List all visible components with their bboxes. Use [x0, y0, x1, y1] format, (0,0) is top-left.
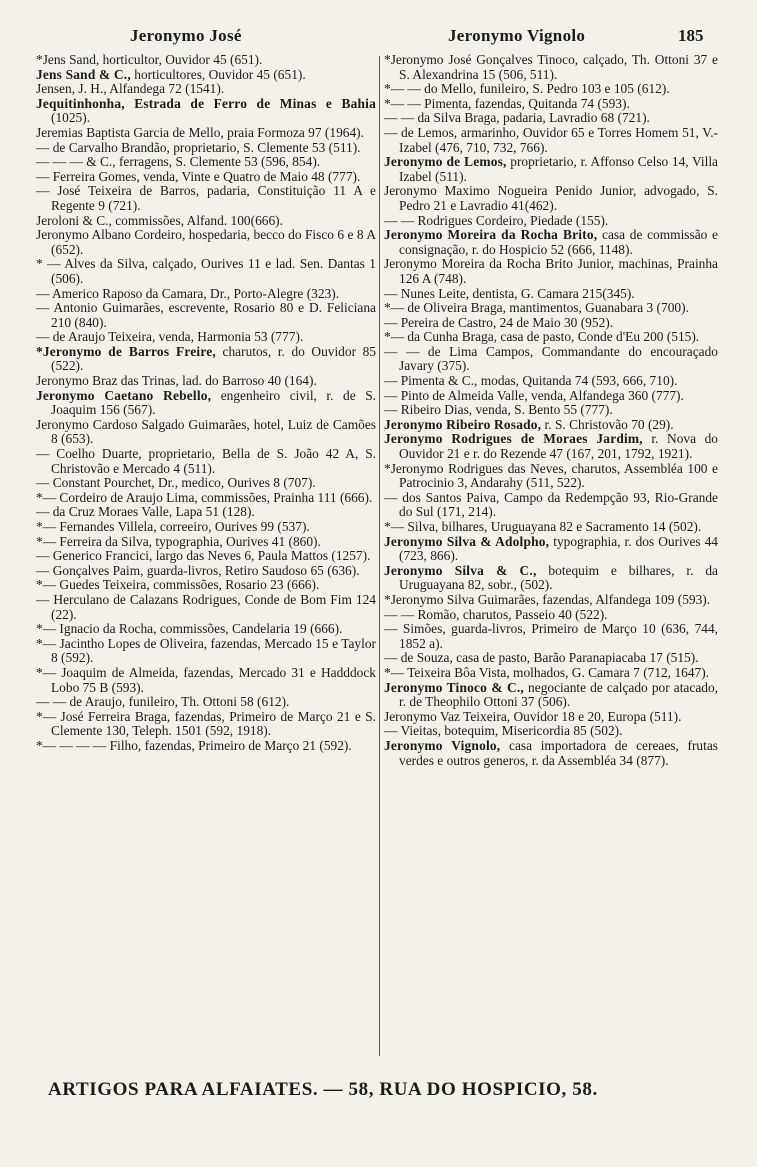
directory-entry — [384, 462, 718, 491]
directory-entry — [384, 330, 718, 345]
header-left-keyword: Jeronymo José — [130, 26, 242, 45]
entry-bold-name: Jeronymo Silva & Adolpho, — [384, 533, 550, 549]
directory-entry — [36, 374, 376, 389]
entry-text: — Simões, guarda-livros, Primeiro de Março 10 (636, 744, 1852 a). — [384, 621, 718, 651]
entry-text: — Nunes Leite, dentista, G. Camara 215(345). — [384, 285, 635, 301]
entry-text: Jeronymo Maximo Nogueira Penido Junior, advogado, S. Pedro 21 e Lavradio 41(462). — [384, 183, 718, 213]
directory-entry — [384, 622, 718, 651]
directory-entry — [36, 82, 376, 97]
entry-text: *— da Cunha Braga, casa de pasto, Conde d'Eu 200 (515). — [384, 329, 700, 345]
entry-text: typographia, r. dos Ourives 44 (723, 866). — [399, 533, 718, 564]
advertisement-footer: ARTIGOS PARA ALFAIATES. — 58, RUA DO HOSPICIO, 58. — [48, 1079, 598, 1100]
entry-text: — Gonçalves Paim, guarda-livros, Retiro Saudoso 65 (636). — [36, 562, 360, 578]
entry-text: horticultores, Ouvidor 45 (651). — [130, 66, 306, 82]
entry-text: — — Rodrigues Cordeiro, Piedade (155). — [384, 212, 609, 228]
entry-text: *Jens Sand, horticultor, Ouvidor 45 (651). — [36, 52, 263, 67]
directory-entry — [36, 666, 376, 695]
directory-entry — [384, 82, 718, 97]
entry-text: Jeronymo Braz das Trinas, lad. do Barroso 40 (164). — [36, 373, 317, 389]
entry-text: charutos, r. do Ouvidor 85 (522). — [51, 343, 376, 374]
entry-text: engenheiro civil, r. de S. Joaquim 156 (567). — [51, 387, 376, 418]
entry-text: *— Cordeiro de Araujo Lima, commissões, Prainha 111 (666). — [36, 489, 373, 505]
entry-text: — José Teixeira de Barros, padaria, Constituição 11 A e Regente 9 (721). — [36, 183, 376, 213]
entry-text: — Generico Francici, largo das Neves 6, Paula Mattos (1257). — [36, 548, 371, 564]
entry-text: — — de Araujo, funileiro, Th. Ottoni 58 (612). — [36, 694, 290, 710]
entry-bold-name: Jeronymo Ribeiro Rosado, — [384, 416, 542, 432]
directory-entry — [36, 330, 376, 345]
directory-entry — [36, 622, 376, 637]
entry-text: *— Jacintho Lopes de Oliveira, fazendas, Mercado 15 e Taylor 8 (592). — [36, 635, 376, 666]
directory-entry — [384, 155, 718, 184]
entry-text: casa importadora de cereaes, frutas verdes e outros generos, r. da Assembléa 34 (877). — [399, 737, 718, 768]
directory-entry — [384, 53, 718, 82]
directory-entry — [384, 287, 718, 302]
entry-text: — Pimenta & C., modas, Quitanda 74 (593, 666, 710). — [384, 373, 678, 389]
entry-text: Jensen, J. H., Alfandega 72 (1541). — [36, 81, 225, 97]
directory-entry — [36, 491, 376, 506]
entry-bold-name: Jens Sand & C., — [36, 66, 131, 82]
entry-text: — de Carvalho Brandão, proprietario, S. Clemente 53 (511). — [36, 139, 361, 155]
entry-text: — Pereira de Castro, 24 de Maio 30 (952). — [384, 314, 614, 330]
entry-text: *— Fernandes Villela, correeiro, Ourives 99 (537). — [36, 519, 310, 534]
entry-bold-name: Jeronymo Moreira da Rocha Brito, — [384, 227, 598, 243]
entry-text: *Jeronymo José Gonçalves Tinoco, calçado, Th. Ottoni 37 e S. Alexandrina 15 (506, 511). — [384, 52, 718, 82]
entry-text: r. S. Christovão 70 (29). — [541, 416, 674, 432]
entry-bold-name: Jeronymo Rodrigues de Moraes Jardim, — [384, 431, 643, 447]
directory-entry — [384, 301, 718, 316]
entry-text: *— — Pimenta, fazendas, Quitanda 74 (593). — [384, 95, 630, 111]
directory-entry — [384, 593, 718, 608]
directory-entry — [384, 126, 718, 155]
directory-entry — [384, 257, 718, 286]
entry-text: — — da Silva Braga, padaria, Lavradio 68 (721). — [384, 110, 650, 126]
entry-bold-name: Jeronymo Silva & C., — [384, 562, 537, 578]
entry-bold-name: Jeronymo Caetano Rebello, — [36, 387, 212, 403]
directory-entry — [36, 389, 376, 418]
entry-text: — de Lemos, armarinho, Ouvidor 65 e Torres Homem 51, V.-Izabel (476, 710, 732, 766). — [384, 124, 718, 155]
directory-entry — [36, 345, 376, 374]
entry-text: *Jeronymo Silva Guimarães, fazendas, Alfandega 109 (593). — [384, 591, 711, 607]
entry-text: — de Souza, casa de pasto, Barão Paranapiacaba 17 (515). — [384, 650, 699, 666]
entry-text: — — — & C., ferragens, S. Clemente 53 (596, 854). — [36, 154, 321, 170]
entry-text: Jeroloni & C., commissões, Alfand. 100(666). — [36, 212, 283, 228]
entry-text: proprietario, r. Affonso Celso 14, Villa Izabel (511). — [399, 154, 718, 184]
entry-text: *— Teixeira Bôa Vista, molhados, G. Camara 7 (712, 1647). — [384, 664, 710, 680]
directory-entry — [384, 520, 718, 535]
directory-entry — [36, 520, 376, 535]
directory-entry — [36, 228, 376, 257]
entry-text: — — Romão, charutos, Passeio 40 (522). — [384, 606, 608, 622]
directory-entry — [36, 155, 376, 170]
directory-entry — [36, 476, 376, 491]
entry-text: *— Ferreira da Silva, typographia, Ourives 41 (860). — [36, 533, 321, 549]
entry-text: *— — do Mello, funileiro, S. Pedro 103 e 105 (612). — [384, 81, 670, 97]
entry-text: *— — — — Filho, fazendas, Primeiro de Março 21 (592). — [36, 737, 352, 753]
directory-entry — [36, 68, 376, 83]
directory-entry — [384, 432, 718, 461]
entry-text: — de Araujo Teixeira, venda, Harmonia 53 (777). — [36, 329, 304, 345]
directory-entry — [384, 564, 718, 593]
entry-text: Jeronymo Moreira da Rocha Brito Junior, machinas, Prainha 126 A (748). — [384, 256, 718, 286]
directory-entry — [384, 374, 718, 389]
directory-entry — [36, 214, 376, 229]
directory-entry — [384, 666, 718, 681]
entry-text: — Vieitas, botequim, Misericordia 85 (502). — [384, 723, 623, 739]
directory-entry — [36, 257, 376, 286]
entry-text: Jeronymo Vaz Teixeira, Ouvidor 18 e 20, Europa (511). — [384, 708, 682, 724]
entry-text: — Coelho Duarte, proprietario, Bella de S. João 42 A, S. Christovão e Mercado 4 (511). — [36, 446, 376, 476]
page-header — [0, 14, 757, 48]
entry-text: casa de commissão e consignação, r. do Hospicio 52 (666, 1148). — [399, 227, 718, 257]
entry-text: — Ferreira Gomes, venda, Vinte e Quatro de Maio 48 (777). — [36, 168, 361, 184]
directory-entry — [36, 126, 376, 141]
entry-text: — Ribeiro Dias, venda, S. Bento 55 (777). — [384, 402, 613, 418]
entry-text: *— Ignacio da Rocha, commissões, Candelaria 19 (666). — [36, 621, 343, 637]
directory-entry — [36, 710, 376, 739]
directory-entry — [384, 710, 718, 725]
entry-text: *— José Ferreira Braga, fazendas, Primeiro de Março 21 e S. Clemente 130, Teleph. 1501 (592, 1918). — [36, 708, 376, 739]
directory-entry — [384, 491, 718, 520]
directory-entry — [36, 695, 376, 710]
entry-bold-name: Jeronymo Vignolo, — [384, 737, 501, 753]
directory-entry — [36, 301, 376, 330]
directory-entry — [384, 228, 718, 257]
directory-entry — [36, 141, 376, 156]
entry-text: — — de Lima Campos, Commandante do encouraçado Javary (375). — [384, 343, 718, 374]
directory-entry — [384, 739, 718, 768]
directory-entry — [36, 535, 376, 550]
directory-entry — [384, 111, 718, 126]
directory-entry — [36, 53, 376, 68]
directory-entry — [36, 97, 376, 126]
directory-entry — [384, 214, 718, 229]
column-divider — [379, 56, 380, 1056]
entry-text: Jeronymo Cardoso Salgado Guimarães, hotel, Luiz de Camões 8 (653). — [36, 416, 376, 447]
directory-entry — [36, 549, 376, 564]
entry-text: — Pinto de Almeida Valle, venda, Alfandega 360 (777). — [384, 387, 684, 403]
entry-bold-name: Jeronymo Tinoco & C., — [384, 679, 524, 695]
entry-text: *— Guedes Teixeira, commissões, Rosario 23 (666). — [36, 577, 320, 593]
entry-bold-name: *Jeronymo de Barros Freire, — [36, 343, 216, 359]
entry-text: Jeronymo Albano Cordeiro, hospedaria, becco do Fisco 6 e 8 A (652). — [36, 227, 376, 257]
directory-entry — [36, 447, 376, 476]
directory-entry — [384, 184, 718, 213]
directory-entry — [36, 184, 376, 213]
directory-entry — [36, 564, 376, 579]
entry-bold-name: Jequitinhonha, Estrada de Ferro de Minas e Bahia — [36, 95, 376, 111]
directory-entry — [36, 578, 376, 593]
directory-entry — [36, 739, 376, 754]
entry-text: — Herculano de Calazans Rodrigues, Conde de Bom Fim 124 (22). — [36, 591, 376, 622]
entry-text: r. Nova do Ouvidor 21 e r. do Rezende 47 (167, 201, 1792, 1921). — [399, 431, 718, 462]
entry-text: Jeremias Baptista Garcia de Mello, praia Formoza 97 (1964). — [36, 124, 364, 140]
entry-text: *Jeronymo Rodrigues das Neves, charutos, Assembléa 100 e Patrocinio 3, Andarahy (511, 522). — [384, 460, 718, 491]
directory-entry — [384, 316, 718, 331]
entry-bold-name: Jeronymo de Lemos, — [384, 154, 507, 170]
directory-entry — [384, 97, 718, 112]
directory-entry — [36, 505, 376, 520]
entry-text: (1025). — [51, 110, 91, 126]
entry-text: — Americo Raposo da Camara, Dr., Porto-Alegre (323). — [36, 285, 340, 301]
page-number: 185 — [678, 26, 704, 45]
entry-text: botequim e bilhares, r. da Uruguayana 82, sobr., (502). — [399, 562, 718, 593]
directory-entry — [36, 637, 376, 666]
entry-text: — da Cruz Moraes Valle, Lapa 51 (128). — [36, 504, 255, 520]
entry-text: *— de Oliveira Braga, mantimentos, Guanabara 3 (700). — [384, 300, 689, 316]
directory-entry — [36, 170, 376, 185]
entry-text: — dos Santos Paiva, Campo da Redempção 93, Rio-Grande do Sul (171, 214). — [384, 489, 718, 520]
directory-entry — [384, 403, 718, 418]
directory-entry — [36, 287, 376, 302]
directory-entry — [384, 389, 718, 404]
entry-text: negociante de calçado por atacado, r. de Theophilo Ottoni 37 (506). — [399, 679, 718, 710]
directory-entry — [384, 724, 718, 739]
directory-entry — [384, 681, 718, 710]
directory-entry — [384, 608, 718, 623]
directory-entry — [384, 418, 718, 433]
left-column — [36, 53, 376, 754]
header-right-keyword: Jeronymo Vignolo — [448, 26, 586, 45]
entry-text: — Constant Pourchet, Dr., medico, Ourives 8 (707). — [36, 475, 316, 491]
directory-entry — [36, 593, 376, 622]
right-column — [384, 53, 718, 768]
directory-entry — [384, 651, 718, 666]
directory-entry — [384, 535, 718, 564]
entry-text: — Antonio Guimarães, escrevente, Rosario 80 e D. Feliciana 210 (840). — [36, 300, 376, 330]
directory-entry — [36, 418, 376, 447]
entry-text: *— Joaquim de Almeida, fazendas, Mercado 31 e Hadddock Lobo 75 B (593). — [36, 664, 376, 695]
entry-text: * — Alves da Silva, calçado, Ourives 11 e lad. Sen. Dantas 1 (506). — [36, 256, 376, 286]
entry-text: *— Silva, bilhares, Uruguayana 82 e Sacramento 14 (502). — [384, 519, 702, 534]
directory-entry — [384, 345, 718, 374]
